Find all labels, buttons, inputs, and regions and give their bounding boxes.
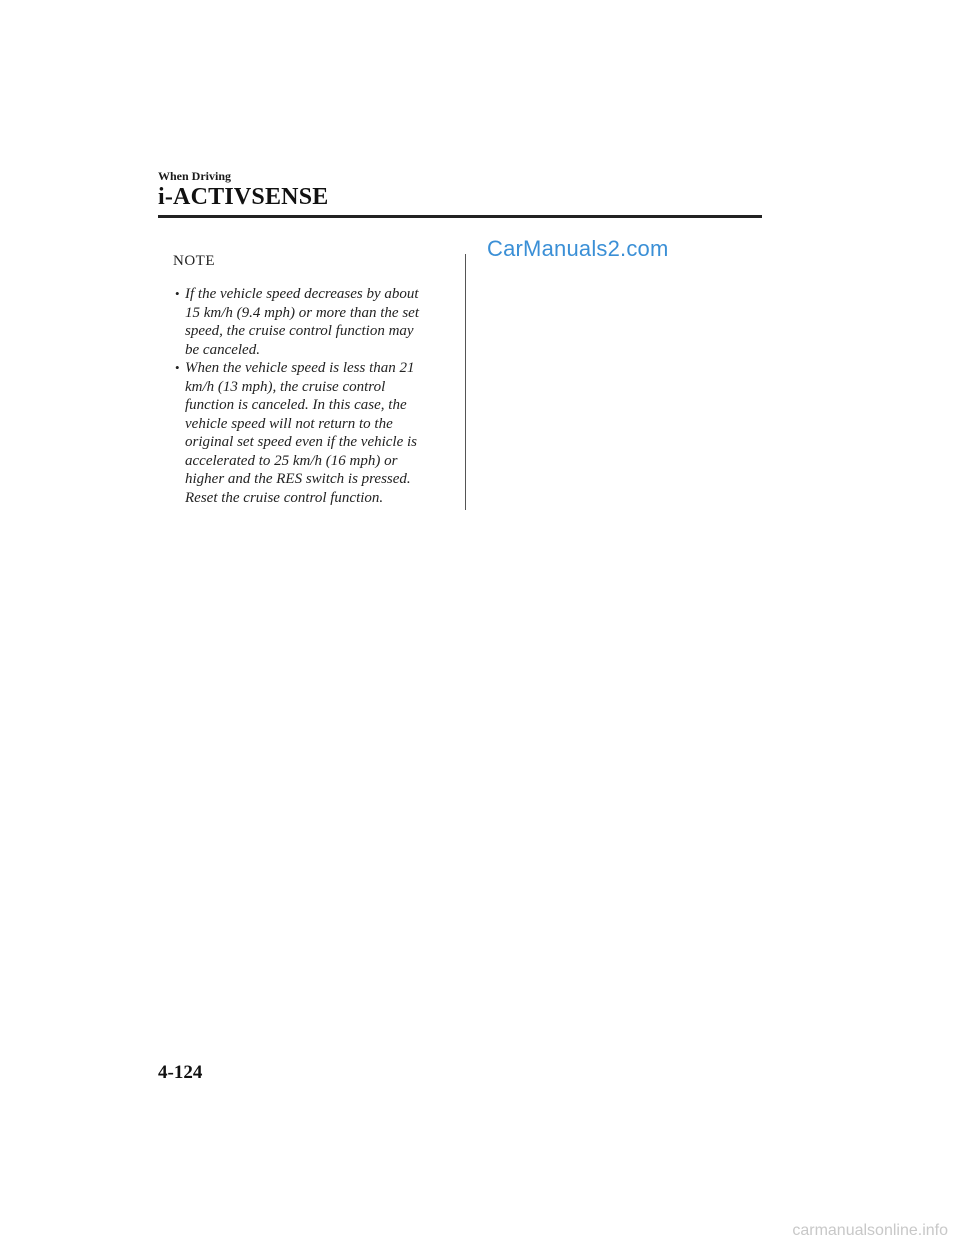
footer-watermark[interactable]: carmanualsonline.info [792,1222,948,1239]
note-line: km/h (13 mph), the cruise control [185,378,386,395]
note-line: speed, the cruise control function may [185,323,414,339]
note-line: higher and the RES switch is pressed. [185,471,411,487]
bullet-icon: • [175,286,180,301]
note-line: function is canceled. In this case, the [185,397,407,413]
note-line: 15 km/h (9.4 mph) or more than the set [185,304,419,321]
page-number: 4-124 [158,1062,203,1083]
note-line: original set speed even if the vehicle is [185,434,418,450]
page-title: i-ACTIVSENSE [158,184,329,210]
note-line: Reset the cruise control function. [185,489,384,506]
column-divider [465,254,466,510]
bullet-icon: • [175,360,180,375]
note-item [173,359,448,507]
note-line: vehicle speed will not return to the [185,415,393,432]
note-line: If the vehicle speed decreases by about [185,286,419,302]
watermark-logo[interactable]: CarManuals2.com [487,236,669,261]
section-label: When Driving [158,169,232,183]
header-rule [158,215,762,218]
note-item [173,285,448,359]
note-list [173,285,448,507]
note-heading: NOTE [173,253,215,269]
note-line: When the vehicle speed is less than 21 [185,360,415,376]
note-line: accelerated to 25 km/h (16 mph) or [185,452,398,469]
note-line: be canceled. [185,341,260,358]
